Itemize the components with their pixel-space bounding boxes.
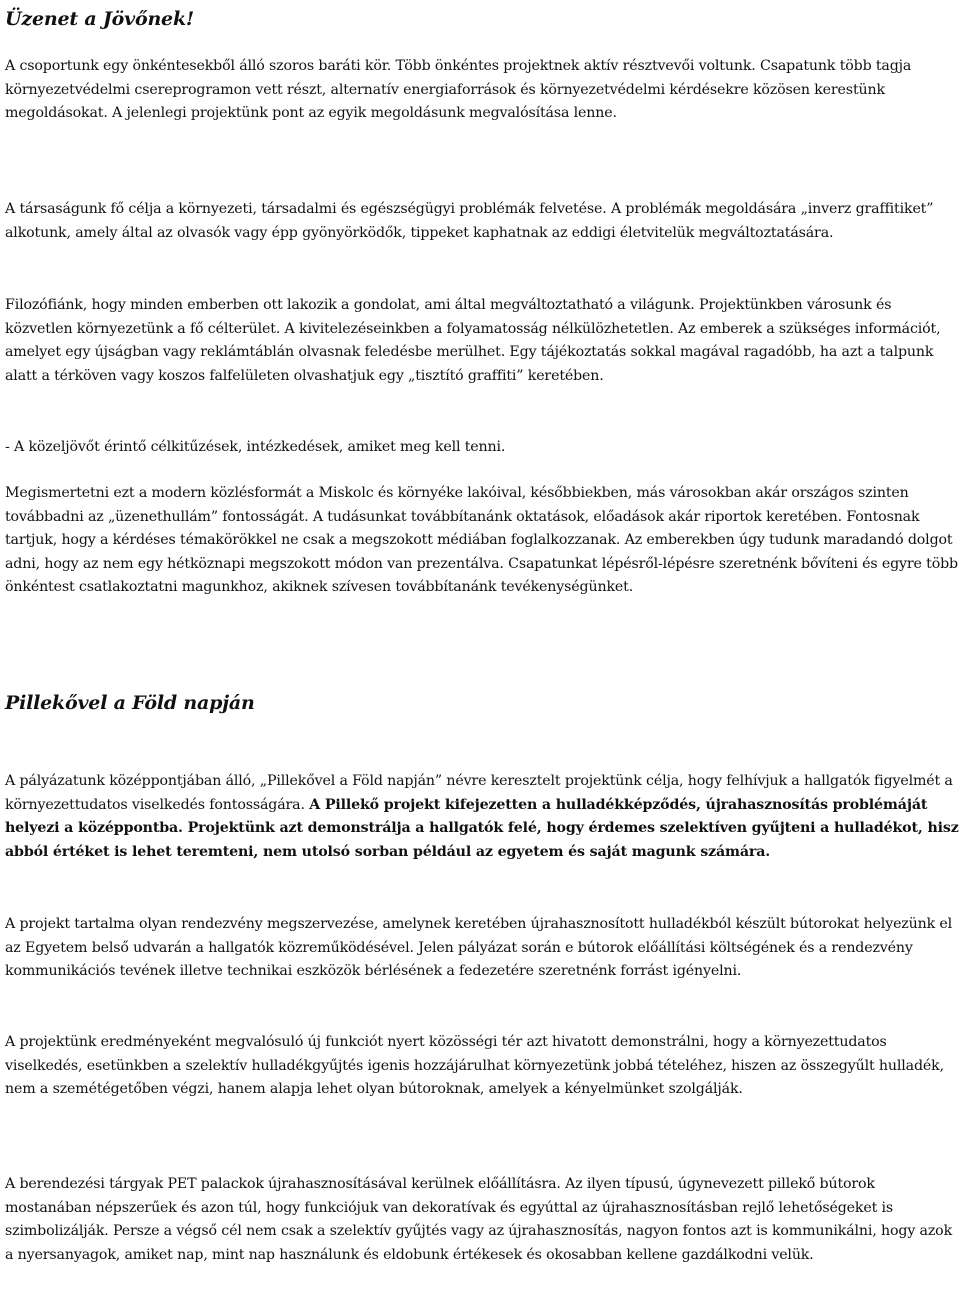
document-page xyxy=(5,0,959,1263)
paragraph-pet-furniture: A berendezési tárgyak PET palackok újrahasznosításával kerülnek előállításra. Az ilyen típusú, úgynevezett pillekő bútorok mostanában népszerűek és azon túl, hogy funkciójuk van dekoratívak és egyúttal az újrahasznosításban rejlő lehetőségeket is szimbolizálják. Persze a végső cél nem csak a szelektív gyűjtés vagy az újrahasznosítás, nagyon fontos azt is kommunikálni, hogy azok a nyersanyagok, amiket nap, mint nap használunk és eldobunk értékesek és okosabban kellene gazdálkodni velük. xyxy=(5,1176,953,1263)
paragraph-tender-center xyxy=(5,770,959,864)
paragraph-tender-center-bold: A Pillekő projekt kifejezetten a hulladékképződés, újrahasznosítás problémáját helyezi a középpontba. Projektünk azt demonstrálja a hallgatók felé, hogy érdemes szelektíven gyűjteni a hulladékot, hisz abból értéket is lehet teremteni, nem utolsó sorban például az egyetem és saját magunk számára. xyxy=(5,796,959,860)
section-title-uzenet: Üzenet a Jövőnek! xyxy=(5,8,195,30)
paragraph-project-result: A projektünk eredményeként megvalósuló új funkciót nyert közösségi tér azt hivatott demonstrálni, hogy a környezettudatos viselkedés, esetünkben a szelektív hulladékgyűjtés igenis hozzájárulhat környezetünk jobbá tételéhez, hiszen az összegyűlt hulladék, nem a szemétégetőben végzi, hanem alapja lehet olyan bútoroknak, amelyek a kényelmünket szolgálják. xyxy=(5,1034,944,1097)
paragraph-near-future-goals: - A közeljövőt érintő célkitűzések, intézkedések, amiket meg kell tenni. xyxy=(5,439,506,455)
paragraph-group-intro: A csoportunk egy önkéntesekből álló szoros baráti kör. Több önkéntes projektnek aktív résztvevői voltunk. Csapatunk több tagja környezetvédelmi csereprogramon vett részt, alternatív energiaforrások és környezetvédelmi kérdésekre közösen kerestünk megoldásokat. A jelenlegi projektünk pont az egyik megoldásunk megvalósítása lenne. xyxy=(5,58,912,121)
paragraph-society-goal: A társaságunk fő célja a környezeti, társadalmi és egészségügyi problémák felvetése. A problémák megoldására „inverz graffitiket” alkotunk, amely által az olvasók vagy épp gyönyörködők, tippeket kaphatnak az eddigi életvitelük megváltoztatására. xyxy=(5,201,934,241)
paragraph-tender-center-text: A pályázatunk középpontjában álló, „Pillekővel a Föld napján” névre keresztelt projektünk célja, hogy felhívjuk a hallgatók figyelmét a környezettudatos viselkedés fontosságára. xyxy=(5,773,953,813)
section-title-pilleko: Pillekővel a Föld napján xyxy=(5,692,255,714)
paragraph-philosophy: Filozófiánk, hogy minden emberben ott lakozik a gondolat, ami által megváltoztatható a világunk. Projektünkben városunk és közvetlen környezetünk a fő célterület. A kivitelezéseinkben a folyamatosság nélkülözhetetlen. Az emberek a szükséges információt, amelyet egy újságban vagy reklámtáblán olvasnak feledésbe merülhet. Egy tájékoztatás sokkal magával ragadóbb, ha azt a talpunk alatt a térköven vagy koszos falfelületen olvashatjuk egy „tisztító graffiti” keretében. xyxy=(5,297,941,384)
paragraph-introduce-format: Megismertetni ezt a modern közlésformát a Miskolc és környéke lakóival, későbbiekben, más városokban akár országos szinten továbbadni az „üzenethullám” fontosságát. A tudásunkat továbbítanánk oktatások, előadások akár riportok keretében. Fontosnak tartjuk, hogy a kérdéses témakörökkel ne csak a megszokott médiában foglalkozzanak. Az emberekben úgy tudunk maradandó dolgot adni, hogy az nem egy hétköznapi megszokott módon van prezentálva. Csapatunkat lépésről-lépésre szeretnénk bővíteni és egyre több önkéntest csatlakoztatni magunkhoz, akiknek szívesen továbbítanánk tevékenységünket. xyxy=(5,485,958,595)
paragraph-project-content: A projekt tartalma olyan rendezvény megszervezése, amelynek keretében újrahasznosított hulladékból készült bútorokat helyezünk el az Egyetem belső udvarán a hallgatók közreműködésével. Jelen pályázat során e bútorok előállítási költségének és a rendezvény kommunikációs tevének illetve technikai eszközök bérlésének a fedezetére szeretnénk forrást igényelni. xyxy=(5,916,953,979)
